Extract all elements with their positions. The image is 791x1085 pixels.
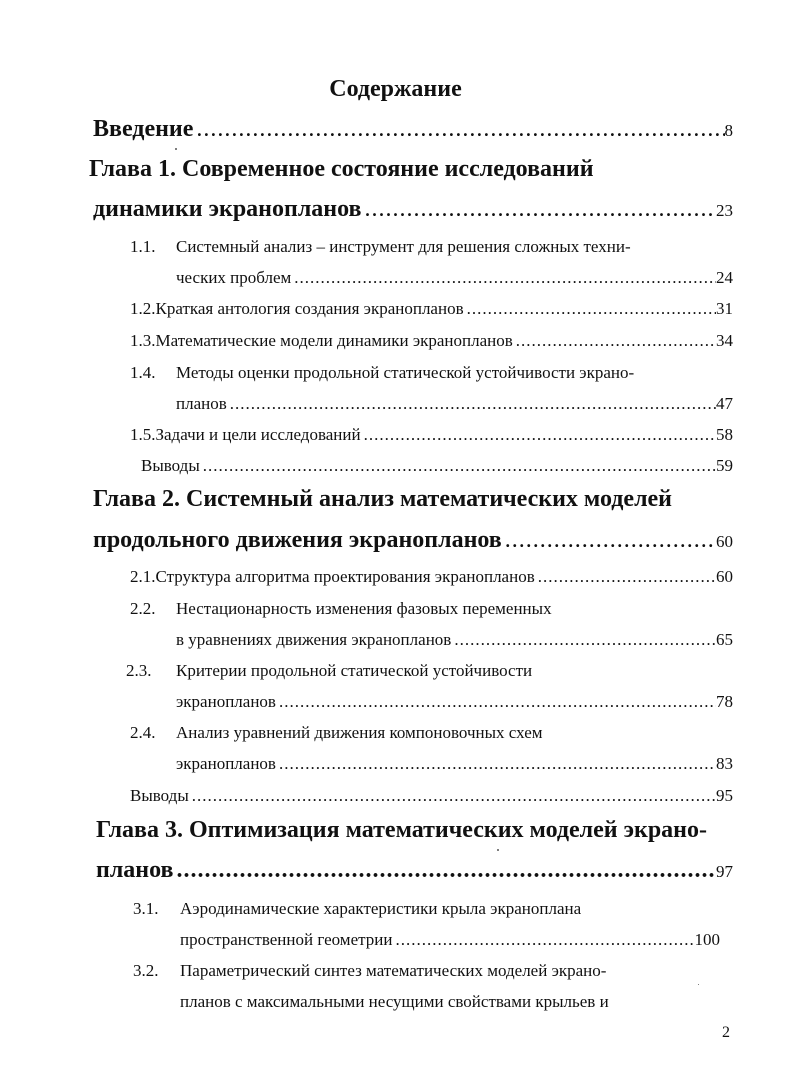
dot-leader	[502, 527, 716, 554]
toc-section-1-4-line1[interactable]	[130, 363, 733, 383]
scan-speck	[497, 849, 499, 851]
toc-page-number: 78	[716, 692, 733, 711]
page-number: 2	[722, 1024, 730, 1041]
toc-section-2-3-line1[interactable]	[126, 661, 733, 681]
toc-chapter-2-title[interactable]: Глава 2. Системный анализ математических моделей	[93, 486, 673, 512]
dot-leader	[513, 331, 716, 351]
toc-section-text: планов	[176, 394, 227, 413]
toc-section-text: экранопланов	[176, 692, 276, 711]
toc-section-text: Задачи и цели исследований	[155, 425, 361, 444]
toc-chapter-3[interactable]	[96, 857, 733, 884]
toc-page-number: 47	[716, 394, 733, 413]
toc-section-1-3[interactable]	[130, 331, 733, 351]
toc-conclusions-1[interactable]	[141, 456, 733, 476]
toc-page-number: 60	[716, 532, 733, 551]
toc-section-number: 2.1.	[130, 567, 156, 586]
toc-entry-text: динамики экранопланов	[93, 196, 362, 222]
scan-speck	[698, 984, 699, 985]
toc-section-1-2[interactable]	[130, 299, 733, 319]
dot-leader	[291, 268, 716, 288]
dot-leader	[362, 196, 717, 223]
dot-leader	[193, 116, 724, 143]
toc-section-3-2-line1[interactable]	[133, 961, 733, 981]
scan-speck	[175, 148, 177, 150]
toc-section-3-1[interactable]	[180, 930, 720, 950]
toc-page-number: 31	[716, 299, 733, 318]
toc-page-number: 24	[716, 268, 733, 287]
toc-section-2-4[interactable]	[176, 754, 733, 774]
page-title: Содержание	[329, 76, 462, 102]
toc-page-number: 97	[716, 862, 733, 881]
toc-section-number: 1.2.	[130, 299, 156, 318]
toc-section-2-2-line1[interactable]	[130, 599, 733, 619]
toc-page-number: 34	[716, 331, 733, 350]
toc-section-text: Краткая антология создания экранопланов	[155, 299, 464, 318]
toc-section-text: Структура алгоритма проектирования экранопланов	[155, 567, 535, 586]
toc-section-text: Критерии продольной статической устойчивости	[176, 661, 533, 680]
dot-leader	[189, 786, 716, 806]
toc-section-number: 1.5.	[130, 425, 156, 444]
toc-page-number: 95	[716, 786, 733, 805]
dot-leader	[276, 754, 716, 774]
toc-section-text: Системный анализ – инструмент для решения сложных техни-	[176, 237, 631, 256]
toc-section-text: пространственной геометрии	[180, 930, 393, 949]
toc-section-number: 1.4.	[130, 363, 156, 382]
dot-leader	[276, 692, 716, 712]
dot-leader	[535, 567, 716, 587]
toc-section-text: Математические модели динамики экранопланов	[155, 331, 513, 350]
toc-section-number: 3.2.	[133, 961, 159, 980]
toc-entry-text: Введение	[93, 116, 194, 142]
toc-section-3-2-line2[interactable]	[180, 992, 733, 1012]
toc-section-text: Выводы	[130, 786, 189, 805]
toc-section-1-1-line1[interactable]	[130, 237, 733, 257]
toc-section-1-5[interactable]	[130, 425, 733, 445]
toc-entry-text: планов	[96, 857, 174, 883]
toc-section-number: 1.1.	[130, 237, 156, 256]
toc-section-text: Выводы	[141, 456, 200, 475]
toc-section-1-1[interactable]	[176, 268, 733, 288]
toc-page-number: 100	[694, 930, 720, 949]
dot-leader	[361, 425, 716, 445]
toc-section-text: Параметрический синтез математических моделей экрано-	[180, 961, 607, 980]
dot-leader	[392, 930, 694, 950]
toc-page-number: 83	[716, 754, 733, 773]
toc-section-text: экранопланов	[176, 754, 276, 773]
toc-section-text: в уравнениях движения экранопланов	[176, 630, 452, 649]
toc-section-2-3[interactable]	[176, 692, 733, 712]
toc-page-number: 23	[716, 201, 733, 220]
toc-section-text: ческих проблем	[176, 268, 292, 287]
toc-section-number: 2.4.	[130, 723, 156, 742]
toc-entry-text: продольного движения экранопланов	[93, 527, 502, 553]
toc-page-number: 60	[716, 567, 733, 586]
toc-section-text: Методы оценки продольной статической устойчивости экрано-	[176, 363, 635, 382]
toc-section-text: Нестационарность изменения фазовых переменных	[176, 599, 552, 618]
toc-chapter-1[interactable]	[93, 196, 733, 223]
toc-section-3-1-line1[interactable]	[133, 899, 733, 919]
toc-page-number: 59	[716, 456, 733, 475]
toc-section-number: 2.3.	[126, 661, 152, 680]
toc-section-text: планов с максимальными несущими свойствами крыльев и	[180, 992, 609, 1011]
toc-section-1-4[interactable]	[176, 394, 733, 414]
toc-section-text: Аэродинамические характеристики крыла экраноплана	[180, 899, 582, 918]
dot-leader	[227, 394, 716, 414]
toc-section-2-4-line1[interactable]	[130, 723, 733, 743]
toc-conclusions-2[interactable]	[130, 786, 733, 806]
toc-page-number: 65	[716, 630, 733, 649]
toc-chapter-1-title[interactable]: Глава 1. Современное состояние исследований	[89, 156, 594, 182]
toc-page-number: 8	[724, 121, 733, 140]
toc-section-number: 3.1.	[133, 899, 159, 918]
dot-leader	[200, 456, 716, 476]
dot-leader	[464, 299, 716, 319]
toc-chapter-2[interactable]	[93, 527, 733, 554]
toc-page-number: 58	[716, 425, 733, 444]
dot-leader	[173, 857, 716, 884]
toc-chapter-3-title[interactable]: Глава 3. Оптимизация математических моделей экрано-	[96, 817, 707, 843]
toc-section-2-1[interactable]	[130, 567, 733, 587]
toc-entry-introduction[interactable]	[93, 116, 733, 143]
toc-section-number: 1.3.	[130, 331, 156, 350]
toc-section-number: 2.2.	[130, 599, 156, 618]
dot-leader	[451, 630, 716, 650]
toc-section-text: Анализ уравнений движения компоновочных схем	[176, 723, 543, 742]
toc-section-2-2[interactable]	[176, 630, 733, 650]
